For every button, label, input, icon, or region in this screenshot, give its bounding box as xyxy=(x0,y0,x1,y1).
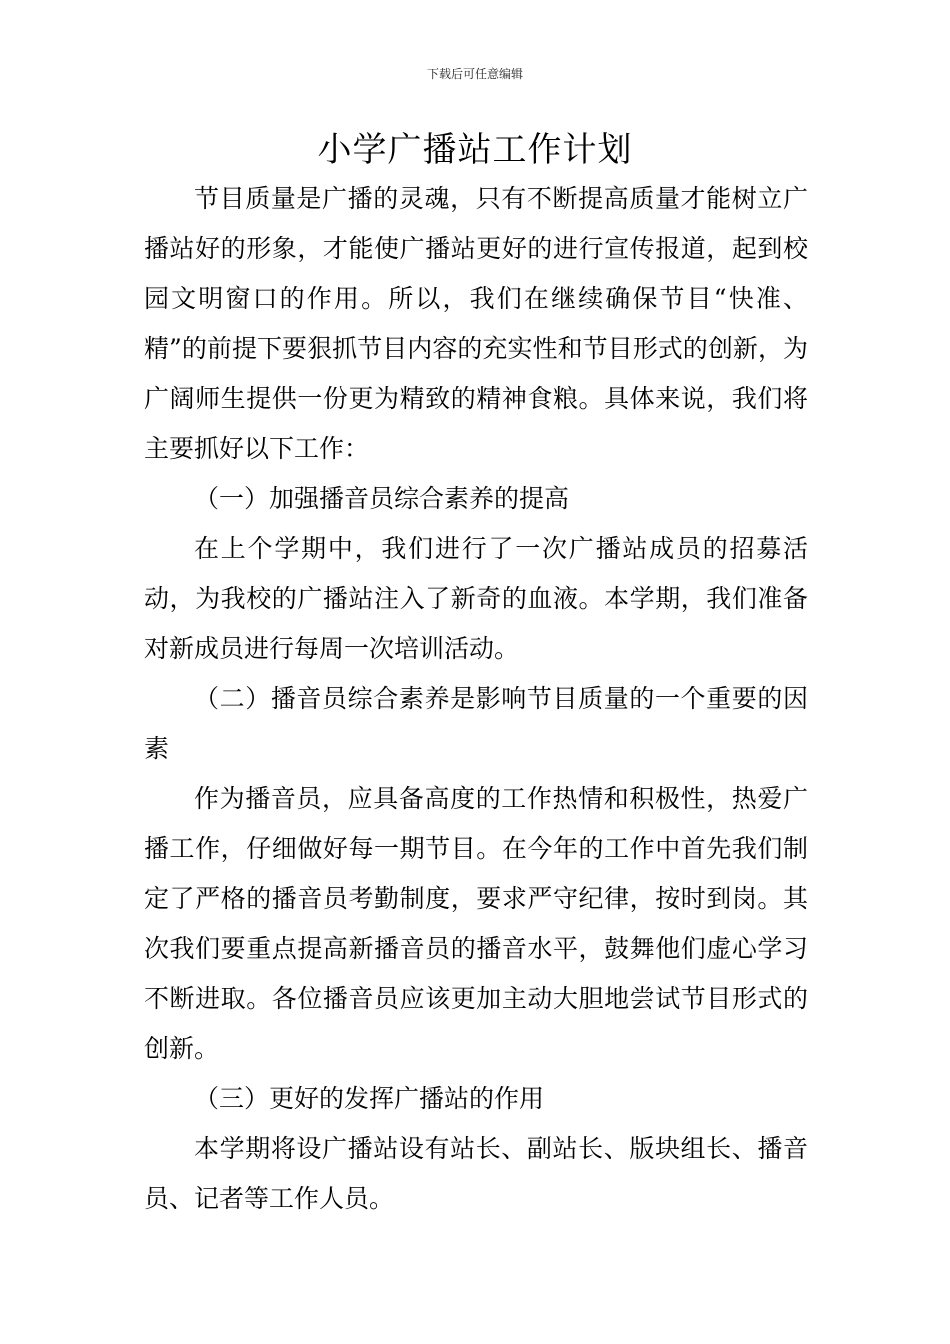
section-heading-1: （一）加强播音员综合素养的提高 xyxy=(194,484,570,513)
paragraph-section-2: 作为播音员，应具备高度的工作热情和积极性，热爱广播工作，仔细做好每一期节目。在今年的工作中首先我们制定了严格的播音员考勤制度，要求严守纪律，按时到岗。其次我们要重点提高新播音员的播音水平，鼓舞他们虚心学习不断进取。各位播音员应该更加主动大胆地尝试节目形式的创新。 xyxy=(144,784,808,1063)
document-body xyxy=(144,174,808,1224)
paragraph-section-1: 在上个学期中，我们进行了一次广播站成员的招募活动，为我校的广播站注入了新奇的血液。本学期，我们准备对新成员进行每周一次培训活动。 xyxy=(144,534,808,663)
section-heading-2: （二）播音员综合素养是影响节目质量的一个重要的因素 xyxy=(144,684,808,763)
section-heading-3: （三）更好的发挥广播站的作用 xyxy=(194,1084,545,1113)
paragraph-section-3: 本学期将设广播站设有站长、副站长、版块组长、播音员、记者等工作人员。 xyxy=(144,1134,808,1213)
header-note: 下载后可任意编辑 xyxy=(426,67,523,81)
document-title: 小学广播站工作计划 xyxy=(317,130,633,170)
paragraph-intro: 节目质量是广播的灵魂，只有不断提高质量才能树立广播站好的形象，才能使广播站更好的进行宣传报道，起到校园文明窗口的作用。所以，我们在继续确保节目“快准、精”的前提下要狠抓节目内容的充实性和节目形式的创新，为广阔师生提供一份更为精致的精神食粮。具体来说，我们将主要抓好以下工作： xyxy=(144,184,808,463)
